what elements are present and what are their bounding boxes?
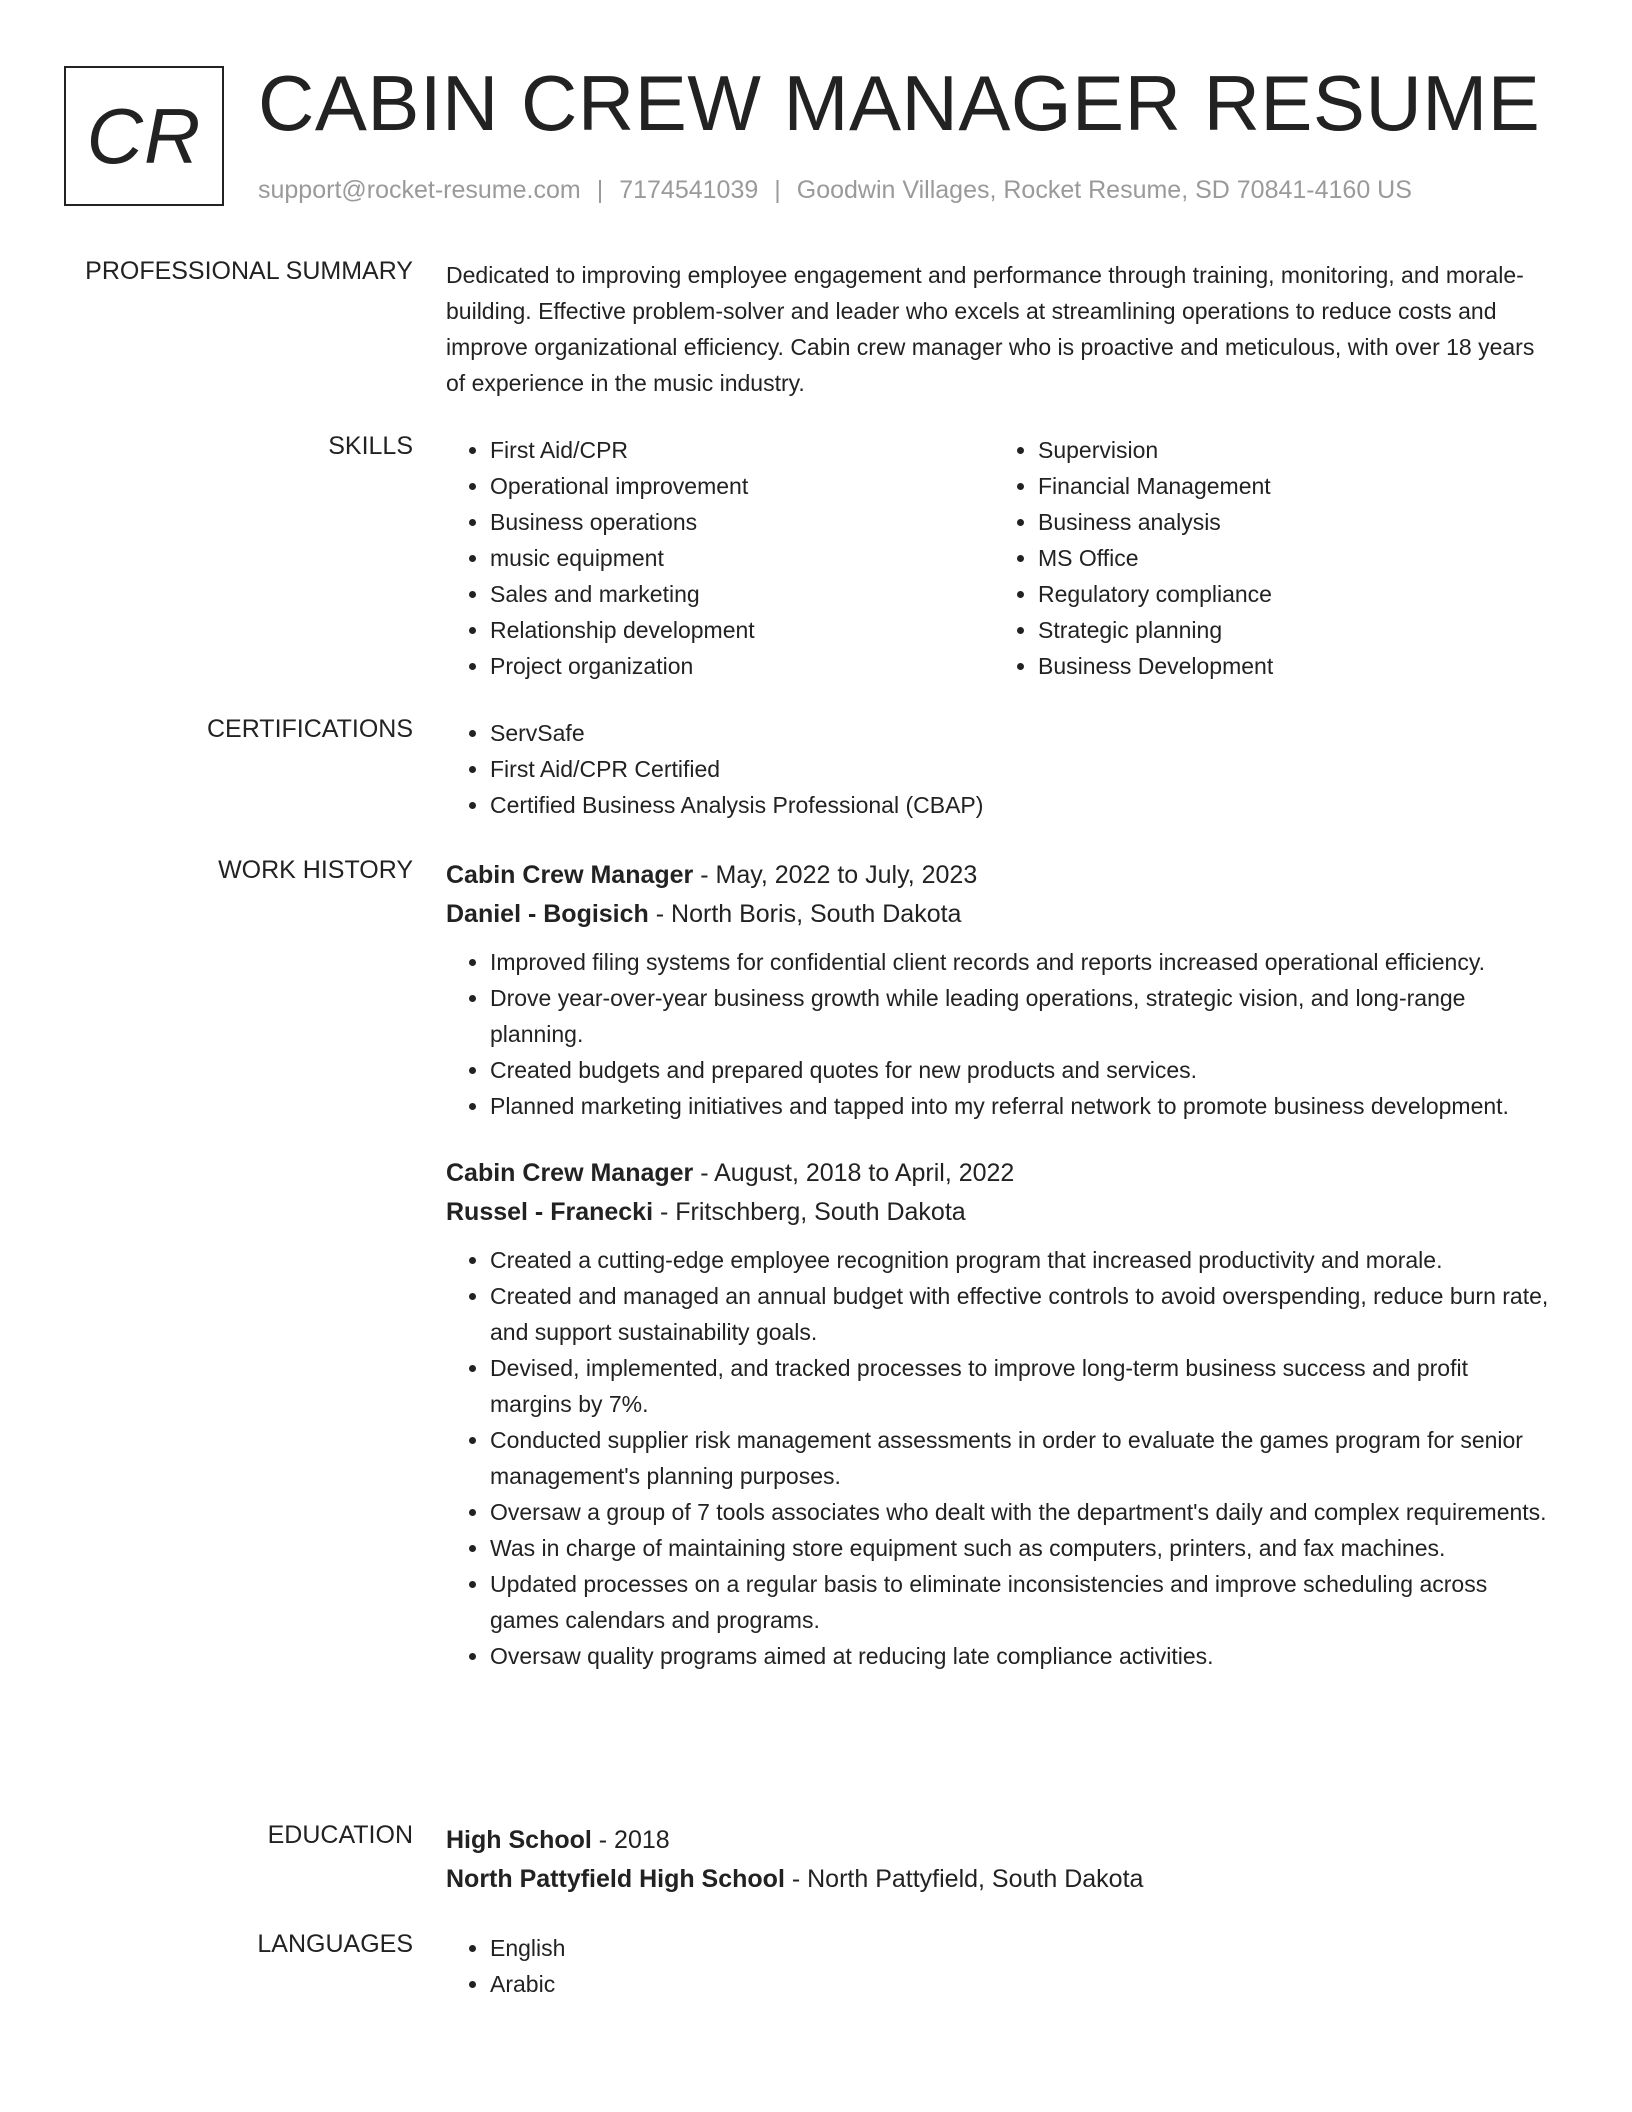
education-location: - North Pattyfield, South Dakota xyxy=(784,1865,1144,1893)
job-bullet: • Created and managed an annual budget with effective controls to avoid overspending, reduce burn rate, and support sustainability goals. xyxy=(490,1278,1552,1350)
skill-item: • music equipment xyxy=(490,540,994,576)
contact-address: Goodwin Villages, Rocket Resume, SD 70841-4160 US xyxy=(796,176,1412,204)
contact-separator: | xyxy=(596,176,604,204)
skill-item: • First Aid/CPR xyxy=(490,432,994,468)
job-bullet: • Created a cutting-edge employee recognition program that increased productivity and morale. xyxy=(490,1242,1552,1278)
job-bullet: • Planned marketing initiatives and tapped into my referral network to promote business development. xyxy=(490,1088,1552,1124)
skill-item: • Supervision xyxy=(1038,432,1542,468)
job-location: - North Boris, South Dakota xyxy=(648,900,962,928)
skill-item: • Business Development xyxy=(1038,648,1542,684)
skills-column-left xyxy=(446,432,994,684)
job-dates: - August, 2018 to April, 2022 xyxy=(693,1159,1015,1187)
job-title: Cabin Crew Manager xyxy=(446,861,694,889)
section-label-skills: SKILLS xyxy=(328,432,413,460)
job-bullet: • Improved filing systems for confidential client records and reports increased operational efficiency. xyxy=(490,944,1552,980)
certification-item: • First Aid/CPR Certified xyxy=(490,751,1552,787)
job-bullet: • Oversaw a group of 7 tools associates who dealt with the department's daily and complex requirements. xyxy=(490,1494,1552,1530)
skill-item: • Business operations xyxy=(490,504,994,540)
skill-item: • Strategic planning xyxy=(1038,612,1542,648)
section-label-summary: PROFESSIONAL SUMMARY xyxy=(85,257,413,285)
job-dates: - May, 2022 to July, 2023 xyxy=(693,861,978,889)
certification-item: • Certified Business Analysis Professional (CBAP) xyxy=(490,787,1552,823)
job-bullet: • Devised, implemented, and tracked processes to improve long-term business success and profit margins by 7%. xyxy=(490,1350,1552,1422)
education-year: - 2018 xyxy=(591,1826,670,1854)
section-label-languages: LANGUAGES xyxy=(257,1930,413,1958)
education-body xyxy=(446,1821,1552,1899)
work-history-body xyxy=(446,856,1552,1674)
job-entry xyxy=(446,1154,1552,1674)
summary-text: Dedicated to improving employee engagement and performance through training, monitoring, and morale-building. Effective problem-solver and leader who excels at streamlining operations to reduce costs and improve organizational efficiency. Cabin crew manager who is proactive and meticulous, with over 18 years of experience in the music industry. xyxy=(446,262,1535,396)
skill-item: • Project organization xyxy=(490,648,994,684)
job-entry xyxy=(446,856,1552,1124)
job-bullet: • Created budgets and prepared quotes for new products and services. xyxy=(490,1052,1552,1088)
job-bullet: • Conducted supplier risk management assessments in order to evaluate the games program for senior management's planning purposes. xyxy=(490,1422,1552,1494)
contact-line xyxy=(258,176,1412,205)
section-label-education: EDUCATION xyxy=(267,1821,413,1849)
job-company-line xyxy=(446,1193,1552,1232)
contact-email: support@rocket-resume.com xyxy=(258,176,581,204)
skill-item: • MS Office xyxy=(1038,540,1542,576)
job-location: - Fritschberg, South Dakota xyxy=(653,1198,966,1226)
contact-phone: 7174541039 xyxy=(619,176,759,204)
job-title-line xyxy=(446,1154,1552,1193)
education-school-line xyxy=(446,1860,1552,1899)
skill-item: • Regulatory compliance xyxy=(1038,576,1542,612)
page-title: CABIN CREW MANAGER RESUME xyxy=(258,59,1541,147)
job-bullet: • Was in charge of maintaining store equipment such as computers, printers, and fax machines. xyxy=(490,1530,1552,1566)
contact-separator: | xyxy=(774,176,781,204)
job-bullet: • Drove year-over-year business growth while leading operations, strategic vision, and long-range planning. xyxy=(490,980,1552,1052)
language-item: • English xyxy=(490,1930,1552,1966)
certifications-body xyxy=(446,715,1552,823)
job-title: Cabin Crew Manager xyxy=(446,1159,694,1187)
job-company: Daniel - Bogisich xyxy=(446,900,649,928)
education-degree: High School xyxy=(446,1826,592,1854)
skills-column-right xyxy=(994,432,1542,684)
skill-item: • Business analysis xyxy=(1038,504,1542,540)
job-company: Russel - Franecki xyxy=(446,1198,654,1226)
job-bullet: • Oversaw quality programs aimed at reducing late compliance activities. xyxy=(490,1638,1552,1674)
job-bullet: • Updated processes on a regular basis to eliminate inconsistencies and improve scheduling across games calendars and programs. xyxy=(490,1566,1552,1638)
section-label-certifications: CERTIFICATIONS xyxy=(206,715,413,743)
section-label-work-history: WORK HISTORY xyxy=(218,856,413,884)
education-school: North Pattyfield High School xyxy=(446,1865,785,1893)
language-item: • Arabic xyxy=(490,1966,1552,2002)
skill-item: • Sales and marketing xyxy=(490,576,994,612)
skill-item: • Operational improvement xyxy=(490,468,994,504)
monogram-logo: CR xyxy=(64,66,224,206)
skills-body xyxy=(446,432,1552,684)
summary-body xyxy=(446,257,1552,401)
certification-item: • ServSafe xyxy=(490,715,1552,751)
education-degree-line xyxy=(446,1821,1552,1860)
job-title-line xyxy=(446,856,1552,895)
job-company-line xyxy=(446,895,1552,934)
skill-item: • Relationship development xyxy=(490,612,994,648)
languages-body xyxy=(446,1930,1552,2002)
skill-item: • Financial Management xyxy=(1038,468,1542,504)
